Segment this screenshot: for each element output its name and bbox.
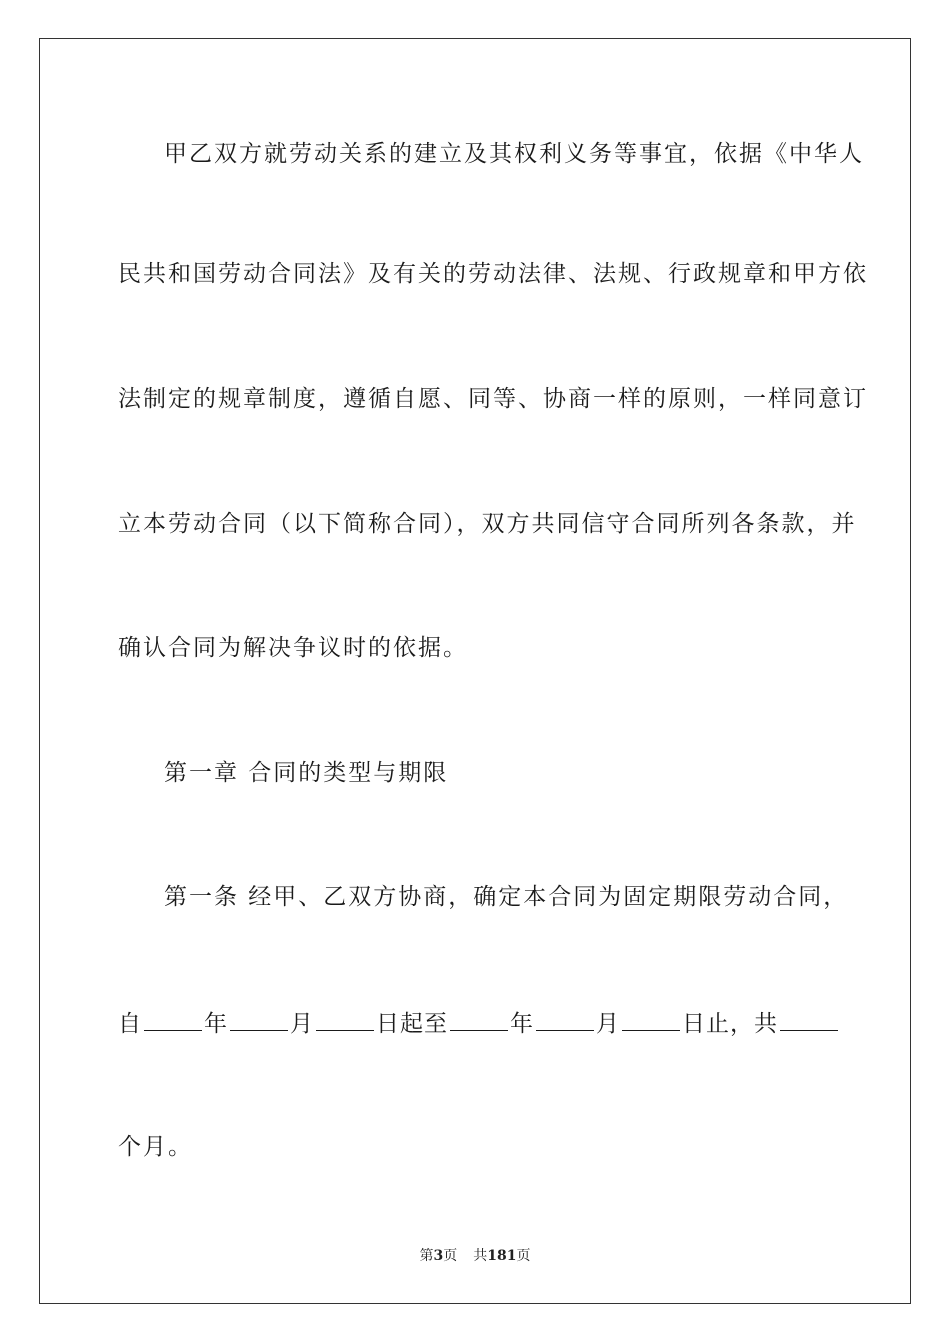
- chapter-heading: 第一章 合同的类型与期限: [164, 760, 449, 786]
- blank-end-day: [622, 1008, 680, 1031]
- total-prefix: 共: [473, 1248, 488, 1264]
- blank-start-month: [230, 1008, 288, 1031]
- page-border: [39, 38, 911, 1304]
- term-word-until: 日起至: [376, 1011, 448, 1037]
- term-word-from: 自: [118, 1011, 142, 1037]
- term-word-month-1: 月: [290, 1011, 314, 1037]
- article-1-line-3: 个月。: [118, 1134, 193, 1160]
- blank-start-year: [144, 1008, 202, 1031]
- intro-paragraph-line-3: 法制定的规章制度，遵循自愿、同等、协商一样的原则，一样同意订: [118, 386, 868, 412]
- total-pages: 181: [487, 1248, 517, 1264]
- blank-end-year: [450, 1008, 508, 1031]
- article-1-term-line: [118, 1008, 838, 1039]
- term-word-month-2: 月: [596, 1011, 620, 1037]
- term-word-year-1: 年: [204, 1011, 228, 1037]
- page-suffix: 页: [443, 1248, 458, 1264]
- page-prefix: 第: [419, 1248, 434, 1264]
- article-1-line-1: 第一条 经甲、乙双方协商，确定本合同为固定期限劳动合同，: [164, 884, 849, 910]
- term-word-end-total: 日止，共: [682, 1011, 778, 1037]
- total-suffix: 页: [516, 1248, 531, 1264]
- blank-start-day: [316, 1008, 374, 1031]
- intro-paragraph-line-1: 甲乙双方就劳动关系的建立及其权利义务等事宜，依据《中华人: [164, 141, 864, 167]
- blank-total-months: [780, 1008, 838, 1031]
- page-number: 3: [433, 1248, 444, 1264]
- term-word-year-2: 年: [510, 1011, 534, 1037]
- intro-paragraph-line-2: 民共和国劳动合同法》及有关的劳动法律、法规、行政规章和甲方依: [118, 261, 868, 287]
- intro-paragraph-line-4: 立本劳动合同（以下简称合同），双方共同信守合同所列各条款，并: [118, 511, 857, 537]
- blank-end-month: [536, 1008, 594, 1031]
- page-footer: [0, 1246, 950, 1266]
- intro-paragraph-line-5: 确认合同为解决争议时的依据。: [118, 635, 468, 661]
